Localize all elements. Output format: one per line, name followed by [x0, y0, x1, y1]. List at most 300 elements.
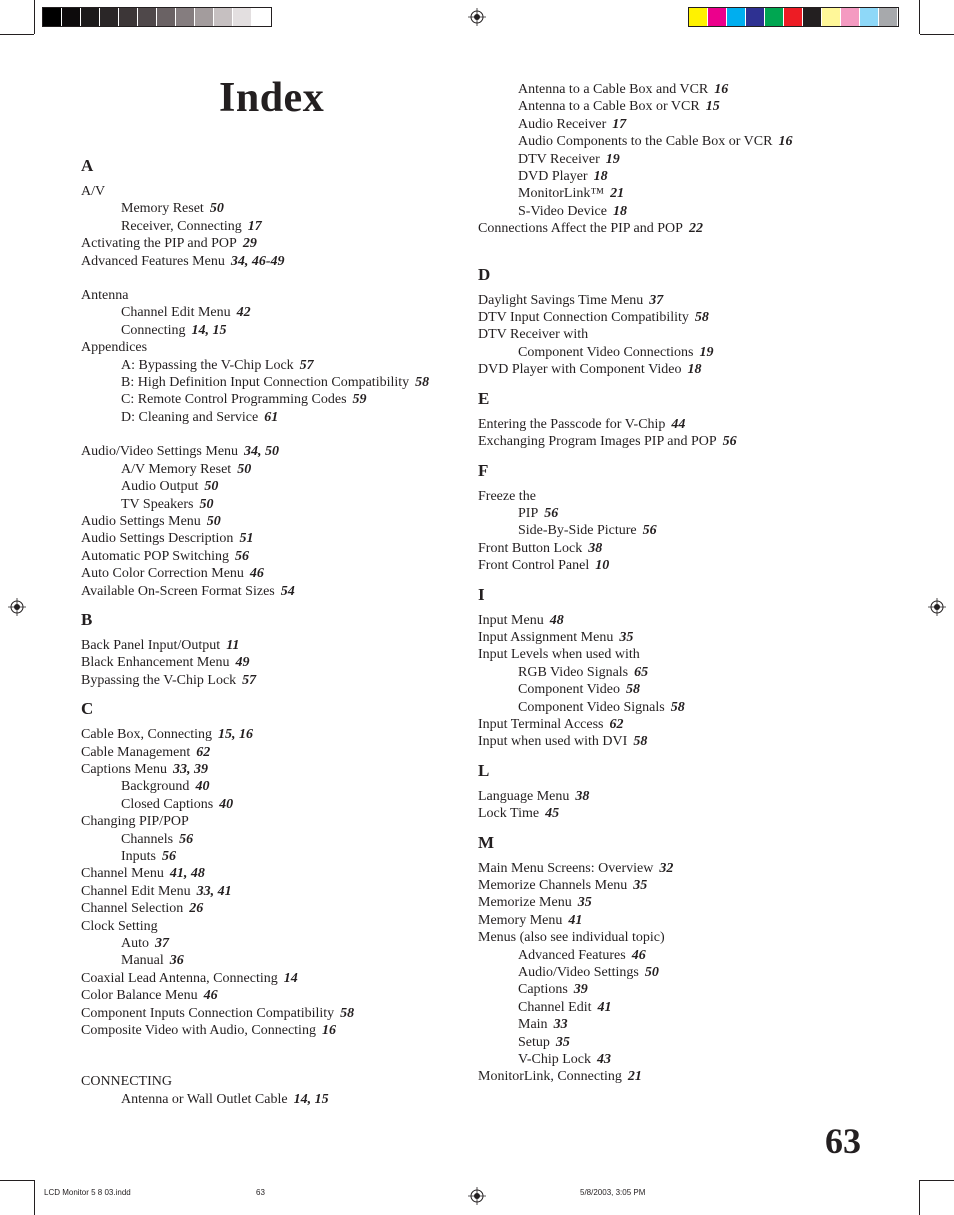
- index-page-ref: 50: [644, 965, 659, 981]
- index-term: Color Balance Menu: [81, 988, 198, 1004]
- index-column-left: [81, 155, 461, 1108]
- index-subentry: [81, 391, 461, 408]
- index-page-ref: 58: [340, 1005, 355, 1021]
- index-page-ref: 51: [239, 531, 254, 547]
- index-term: Main: [518, 1017, 548, 1033]
- index-entry: [478, 929, 878, 946]
- index-term: DTV Input Connection Compatibility: [478, 310, 689, 326]
- index-page-ref: 43: [596, 1052, 611, 1068]
- index-entry: [478, 894, 878, 911]
- index-entry: [81, 761, 461, 778]
- index-entry: [81, 970, 461, 987]
- section-letter: B: [81, 609, 93, 629]
- registration-mark-icon: [928, 598, 946, 616]
- index-term: A/V: [81, 184, 106, 199]
- index-term: Connections Affect the PIP and POP: [478, 221, 683, 237]
- index-subentry: [81, 935, 461, 952]
- index-page-ref: 54: [280, 583, 295, 599]
- index-term: Memorize Menu: [478, 895, 572, 911]
- crop-mark-bottom-right: [920, 1180, 954, 1181]
- index-term: S-Video Device: [518, 203, 607, 219]
- index-term: Component Video Connections: [518, 344, 694, 360]
- color-swatch: [746, 8, 765, 26]
- index-entry: [478, 361, 878, 378]
- index-page-ref: 42: [236, 305, 251, 321]
- crop-mark-bottom-left: [34, 1180, 35, 1215]
- index-subentry: [478, 185, 878, 202]
- index-page-ref: 58: [633, 734, 648, 750]
- index-term: Inputs: [121, 849, 156, 864]
- index-term: Audio Output: [121, 479, 199, 495]
- index-page-ref: 58: [694, 310, 709, 326]
- index-term: Front Button Lock: [478, 540, 583, 556]
- index-term: Audio Settings Description: [81, 531, 234, 547]
- index-entry: [478, 646, 878, 663]
- index-entry: [478, 733, 878, 750]
- index-entry: [478, 1068, 878, 1085]
- index-page-ref: 15, 16: [218, 727, 254, 743]
- color-swatch: [176, 8, 195, 26]
- index-entry: [81, 883, 461, 900]
- index-subentry: [478, 133, 878, 150]
- crop-mark-top-left: [0, 34, 34, 35]
- index-subentry: [81, 357, 461, 374]
- index-term: Lock Time: [478, 806, 540, 822]
- index-entry: [81, 900, 461, 917]
- index-term: Black Enhancement Menu: [81, 655, 230, 671]
- section-letter: A: [81, 156, 94, 175]
- index-term: Cable Management: [81, 744, 191, 760]
- index-subentry: [478, 505, 878, 522]
- registration-mark-icon: [8, 598, 26, 616]
- index-entry: [478, 326, 878, 343]
- index-entry: [478, 488, 878, 505]
- index-page-ref: 26: [189, 901, 204, 917]
- index-term: Captions Menu: [81, 761, 167, 777]
- index-term: Audio Settings Menu: [81, 513, 201, 529]
- registration-mark-icon: [468, 8, 486, 26]
- index-term: Bypassing the V-Chip Lock: [81, 672, 237, 688]
- index-term: C: Remote Control Programming Codes: [121, 392, 347, 408]
- index-term: Auto: [121, 936, 149, 952]
- crop-mark-top-right: [919, 0, 920, 34]
- color-swatch: [252, 8, 271, 26]
- index-term: Advanced Features: [518, 947, 626, 963]
- index-subentry: [81, 478, 461, 495]
- index-page-ref: 16: [714, 82, 729, 97]
- crop-mark-bottom-right: [919, 1180, 920, 1215]
- index-page-ref: 21: [627, 1069, 642, 1085]
- index-page-ref: 61: [264, 409, 279, 425]
- index-page-ref: 62: [196, 744, 211, 760]
- index-entry: [478, 433, 878, 450]
- index-page-ref: 57: [242, 672, 257, 688]
- index-page-ref: 56: [162, 849, 176, 864]
- index-page-ref: 56: [544, 505, 559, 521]
- index-term: RGB Video Signals: [518, 664, 629, 680]
- index-term: Clock Setting: [81, 918, 158, 934]
- index-term: Coaxial Lead Antenna, Connecting: [81, 970, 278, 986]
- index-subentry: [81, 796, 461, 813]
- index-page-ref: 40: [219, 796, 234, 812]
- index-term: Available On-Screen Format Sizes: [81, 583, 275, 599]
- color-swatch: [62, 8, 81, 26]
- color-swatch: [841, 8, 860, 26]
- index-page-ref: 38: [575, 788, 590, 804]
- index-page-ref: 18: [687, 362, 702, 378]
- index-term: Captions: [518, 982, 568, 998]
- index-entry: [478, 612, 878, 629]
- index-term: CONNECTING: [81, 1074, 172, 1090]
- index-page-ref: 32: [659, 860, 674, 876]
- index-subentry: [81, 952, 461, 969]
- index-page-ref: 46: [203, 988, 218, 1004]
- index-term: Receiver, Connecting: [121, 218, 242, 234]
- section-letter: C: [81, 699, 94, 719]
- index-term: Component Inputs Connection Compatibility: [81, 1005, 335, 1021]
- index-subentry: [81, 496, 461, 513]
- index-term: Antenna to a Cable Box or VCR: [518, 99, 700, 115]
- index-term: Cable Box, Connecting: [81, 727, 213, 743]
- index-entry: [478, 540, 878, 557]
- index-page-ref: 35: [555, 1034, 570, 1050]
- index-term: Input Levels when used with: [478, 647, 640, 663]
- index-entry: [478, 629, 878, 646]
- index-term: Advanced Features Menu: [81, 253, 225, 269]
- index-entry: [478, 805, 878, 822]
- index-page-ref: 56: [642, 523, 657, 539]
- index-term: Audio/Video Settings: [518, 965, 639, 981]
- index-page-ref: 33, 41: [196, 883, 232, 899]
- index-entry: [81, 654, 461, 671]
- color-swatch: [43, 8, 62, 26]
- index-page-ref: 33: [553, 1017, 568, 1033]
- crop-mark-top-left: [34, 0, 35, 34]
- index-page-ref: 56: [722, 434, 737, 450]
- index-entry: [81, 813, 461, 830]
- index-term: Appendices: [81, 340, 148, 356]
- index-subentry: [478, 344, 878, 361]
- index-page-ref: 21: [610, 186, 625, 202]
- index-page-ref: 16: [778, 134, 793, 150]
- index-page-ref: 50: [206, 513, 221, 529]
- index-term: Closed Captions: [121, 796, 214, 812]
- index-entry: [81, 513, 461, 530]
- index-term: Antenna to a Cable Box and VCR: [518, 82, 709, 97]
- index-page-ref: 18: [593, 169, 608, 185]
- index-subentry: [81, 1091, 461, 1108]
- index-page-ref: 37: [649, 292, 664, 308]
- index-page-ref: 11: [226, 637, 240, 653]
- index-entry: [478, 877, 878, 894]
- index-page-ref: 59: [352, 392, 367, 408]
- section-letter: D: [478, 264, 491, 284]
- index-entry: [478, 557, 878, 574]
- page-number: 63: [825, 1121, 861, 1161]
- color-swatch: [860, 8, 879, 26]
- index-entry: [478, 716, 878, 733]
- index-term: Manual: [121, 953, 164, 969]
- slug-file-name: LCD Monitor 5 8 03.indd: [44, 1188, 131, 1197]
- section-letter: L: [478, 760, 490, 780]
- index-page-ref: 65: [634, 664, 649, 680]
- index-page-ref: 41: [597, 999, 612, 1015]
- index-page-ref: 41: [568, 912, 583, 928]
- index-term: Composite Video with Audio, Connecting: [81, 1023, 316, 1039]
- index-page-ref: 22: [688, 221, 703, 237]
- index-entry: [81, 443, 461, 460]
- color-swatch: [879, 8, 898, 26]
- index-subentry: [478, 81, 878, 98]
- index-page-ref: 35: [577, 895, 592, 911]
- index-term: Input Menu: [478, 612, 544, 628]
- index-entry: [81, 744, 461, 761]
- index-term: B: High Definition Input Connection Compatibility: [121, 375, 410, 391]
- index-term: Channel Selection: [81, 901, 184, 917]
- index-subentry: [478, 522, 878, 539]
- index-entry: [478, 309, 878, 326]
- index-page-ref: 34, 50: [244, 444, 280, 460]
- index-entry: [81, 183, 461, 200]
- index-page-ref: 49: [235, 655, 250, 671]
- index-term: Input Terminal Access: [478, 716, 604, 732]
- index-subentry: [81, 374, 461, 391]
- index-term: Channel Edit: [518, 999, 592, 1015]
- index-term: Side-By-Side Picture: [518, 523, 637, 539]
- index-subentry: [81, 461, 461, 478]
- index-term: Component Video Signals: [518, 699, 665, 715]
- index-page-ref: 19: [605, 151, 620, 167]
- color-swatch: [157, 8, 176, 26]
- index-term: Language Menu: [478, 788, 570, 804]
- index-term: A/V Memory Reset: [121, 461, 232, 477]
- index-term: Antenna or Wall Outlet Cable: [121, 1091, 288, 1107]
- index-entry: [478, 292, 878, 309]
- color-swatch: [138, 8, 157, 26]
- index-term: Menus (also see individual topic): [478, 930, 665, 946]
- color-swatch: [727, 8, 746, 26]
- index-entry: [81, 253, 461, 270]
- index-term: DTV Receiver: [518, 151, 600, 167]
- index-subentry: [478, 168, 878, 185]
- index-entry: [81, 1073, 461, 1090]
- index-entry: [81, 1022, 461, 1039]
- index-term: Activating the PIP and POP: [81, 236, 237, 252]
- color-swatch: [214, 8, 233, 26]
- registration-mark-icon: [468, 1187, 486, 1205]
- index-page-ref: 58: [670, 699, 685, 715]
- index-subentry: [81, 304, 461, 321]
- index-page-ref: 50: [204, 479, 219, 495]
- crop-mark-bottom-left: [0, 1180, 34, 1181]
- index-term: DVD Player with Component Video: [478, 362, 682, 378]
- index-entry: [81, 637, 461, 654]
- index-term: Main Menu Screens: Overview: [478, 860, 654, 876]
- index-subentry: [81, 322, 461, 339]
- index-entry: [81, 235, 461, 252]
- section-letter: I: [478, 584, 485, 604]
- index-page-ref: 50: [199, 496, 214, 512]
- index-page-ref: 56: [179, 831, 194, 847]
- index-page-ref: 38: [588, 540, 603, 556]
- grayscale-color-bar: [42, 7, 272, 27]
- index-page-ref: 10: [595, 558, 610, 574]
- index-term: Input Assignment Menu: [478, 629, 614, 645]
- process-color-bar: [688, 7, 899, 27]
- index-term: V-Chip Lock: [518, 1052, 591, 1068]
- index-term: Memorize Channels Menu: [478, 878, 628, 893]
- index-term: Input when used with DVI: [478, 734, 628, 750]
- index-subentry: [478, 981, 878, 998]
- index-subentry: [81, 848, 461, 865]
- color-swatch: [784, 8, 803, 26]
- color-swatch: [100, 8, 119, 26]
- index-page-ref: 16: [321, 1023, 336, 1039]
- color-swatch: [765, 8, 784, 26]
- index-page-ref: 50: [237, 461, 252, 477]
- index-term: Audio Components to the Cable Box or VCR: [518, 134, 773, 150]
- color-swatch: [689, 8, 708, 26]
- index-page-ref: 50: [209, 201, 224, 217]
- color-swatch: [822, 8, 841, 26]
- index-entry: [81, 339, 461, 356]
- index-subentry: [81, 778, 461, 795]
- index-entry: [81, 865, 461, 882]
- index-page-ref: 14, 15: [191, 322, 227, 338]
- index-entry: [81, 987, 461, 1004]
- color-swatch: [81, 8, 100, 26]
- index-subentry: [478, 947, 878, 964]
- index-term: Channels: [121, 831, 174, 847]
- index-entry: [81, 1005, 461, 1022]
- index-term: Entering the Passcode for V-Chip: [478, 416, 666, 432]
- color-swatch: [708, 8, 727, 26]
- index-page-ref: 17: [612, 116, 627, 132]
- index-term: DVD Player: [518, 169, 588, 185]
- color-swatch: [803, 8, 822, 26]
- index-entry: [81, 583, 461, 600]
- index-entry: [81, 287, 461, 304]
- index-subentry: [478, 681, 878, 698]
- index-subentry: [478, 203, 878, 220]
- index-column-right: [478, 81, 878, 1086]
- index-entry: [478, 788, 878, 805]
- slug-page-number: 63: [256, 1188, 265, 1197]
- index-page-ref: 39: [573, 982, 588, 998]
- index-page-ref: 33, 39: [172, 761, 208, 777]
- index-page-ref: 44: [671, 416, 686, 432]
- index-page-ref: 18: [612, 203, 627, 219]
- index-subentry: [81, 218, 461, 235]
- index-entry: [81, 548, 461, 565]
- index-subentry: [478, 999, 878, 1016]
- index-entry: [478, 220, 878, 237]
- index-entry: [81, 918, 461, 935]
- index-entry: [478, 912, 878, 929]
- index-term: Front Control Panel: [478, 558, 590, 574]
- page-title: Index: [219, 75, 325, 121]
- index-term: Component Video: [518, 682, 620, 698]
- index-page-ref: 14, 15: [293, 1091, 329, 1107]
- index-term: Channel Edit Menu: [81, 883, 191, 899]
- crop-mark-top-right: [920, 34, 954, 35]
- index-entry: [81, 726, 461, 743]
- index-term: Automatic POP Switching: [81, 548, 230, 564]
- index-term: Setup: [518, 1034, 550, 1050]
- index-page-ref: 29: [242, 236, 257, 252]
- index-page-ref: 46: [249, 566, 264, 582]
- index-subentry: [478, 1034, 878, 1051]
- section-letter: M: [478, 832, 495, 852]
- index-page-ref: 35: [633, 878, 648, 893]
- index-subentry: [478, 151, 878, 168]
- index-page-ref: 48: [549, 612, 564, 628]
- index-page-ref: 41, 48: [169, 866, 205, 882]
- index-term: D: Cleaning and Service: [121, 409, 259, 425]
- index-subentry: [478, 964, 878, 981]
- index-page-ref: 37: [155, 936, 169, 952]
- index-term: Auto Color Correction Menu: [81, 566, 244, 582]
- index-page-ref: 19: [699, 344, 714, 360]
- index-page-ref: 58: [415, 375, 430, 391]
- section-letter: E: [478, 388, 490, 408]
- index-page-ref: 35: [619, 629, 634, 645]
- index-page-ref: 46: [631, 947, 646, 963]
- index-subentry: [478, 116, 878, 133]
- index-term: Exchanging Program Images PIP and POP: [478, 434, 717, 450]
- index-subentry: [81, 409, 461, 426]
- index-page-ref: 58: [625, 682, 640, 698]
- index-term: Memory Menu: [478, 912, 563, 928]
- index-term: DTV Receiver with: [478, 327, 589, 343]
- index-subentry: [478, 98, 878, 115]
- index-page-ref: 57: [299, 357, 314, 373]
- index-term: Connecting: [121, 322, 186, 338]
- index-subentry: [478, 1051, 878, 1068]
- index-page-ref: 56: [235, 548, 250, 564]
- index-entry: [81, 672, 461, 689]
- index-term: Audio/Video Settings Menu: [81, 444, 239, 460]
- index-term: Memory Reset: [121, 201, 204, 217]
- index-term: Freeze the: [478, 488, 536, 504]
- index-page-ref: 14: [283, 970, 298, 986]
- index-page-ref: 62: [609, 716, 624, 732]
- color-swatch: [119, 8, 138, 26]
- index-page-ref: 15: [705, 99, 720, 115]
- index-page-ref: 34, 46-49: [230, 253, 285, 269]
- index-subentry: [478, 664, 878, 681]
- index-entry: [478, 416, 878, 433]
- index-page-ref: 40: [195, 779, 210, 795]
- index-term: Back Panel Input/Output: [81, 637, 221, 653]
- index-entry: [478, 860, 878, 877]
- index-term: Background: [121, 779, 190, 795]
- index-term: Channel Menu: [81, 866, 164, 882]
- index-subentry: [478, 1016, 878, 1033]
- index-page-ref: 36: [169, 953, 184, 969]
- index-subentry: [81, 831, 461, 848]
- index-term: Channel Edit Menu: [121, 305, 231, 321]
- slug-date: 5/8/2003, 3:05 PM: [580, 1188, 646, 1197]
- index-entry: [81, 565, 461, 582]
- index-subentry: [81, 200, 461, 217]
- index-subentry: [478, 699, 878, 716]
- index-term: TV Speakers: [121, 496, 194, 512]
- index-page-ref: 45: [545, 806, 560, 822]
- index-term: MonitorLink, Connecting: [478, 1069, 622, 1085]
- index-page-ref: 17: [247, 218, 262, 234]
- index-term: A: Bypassing the V-Chip Lock: [121, 357, 294, 373]
